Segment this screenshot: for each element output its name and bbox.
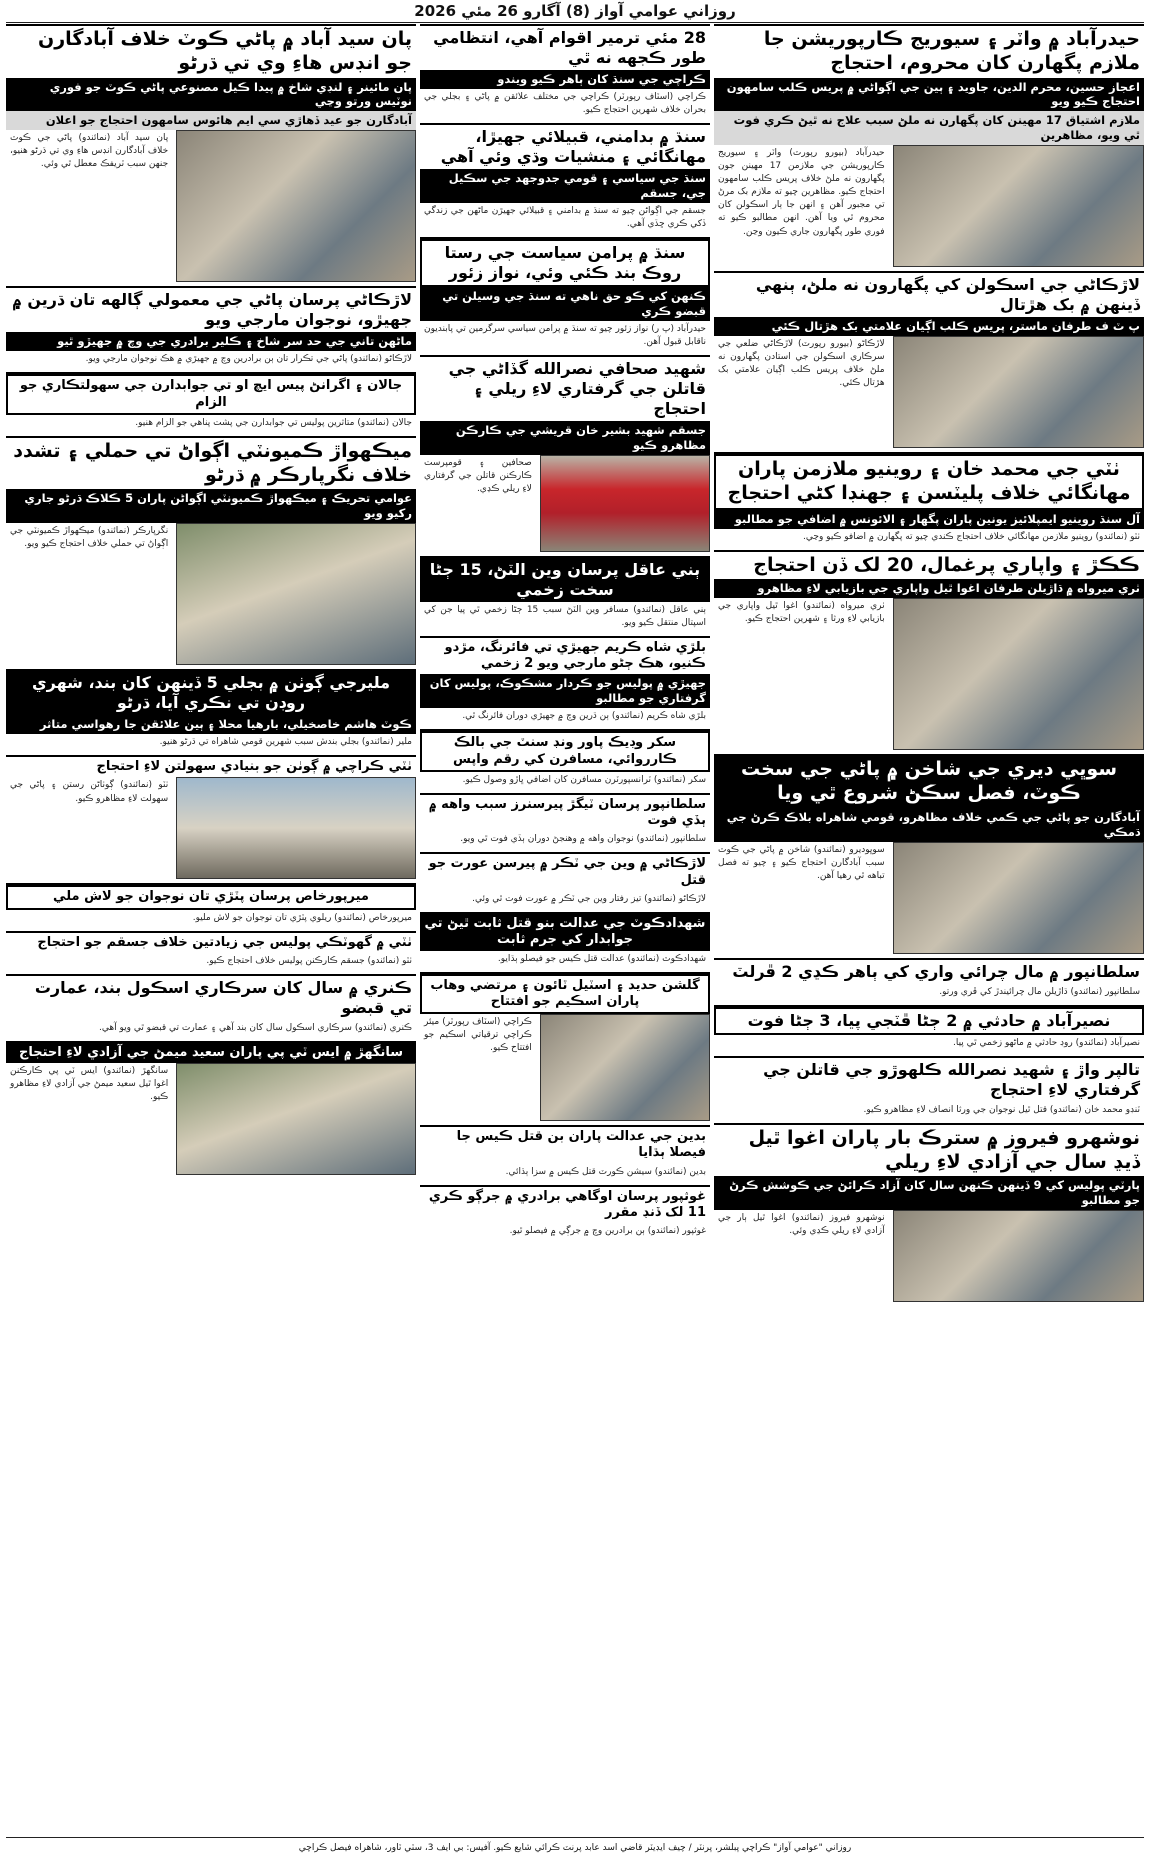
headline: سکر وڊيڪ پاور ونڊ سنٽ جي بالڪ ڪارروائي، مسافرن کي رقم واپس [420, 731, 710, 772]
article-body: نوشهرو فيروز (نمائندو) اغوا ٿيل ٻار جي آزادي لاءِ ريلي ڪڍي وئي. [718, 1213, 885, 1237]
article-body: ٻني عاقل (نمائندو) مسافر وين الٽڻ سبب 15 ڄڻا زخمي ٿي پيا جن کي اسپتال منتقل ڪيو ويو. [424, 604, 706, 628]
subheadline: ماڻهن تاني جي حد سر شاخ ۽ ڪلير برادري جي وچ ۾ جهيڙو ٿيو [6, 332, 416, 351]
news-story [420, 852, 710, 908]
subheadline: آبادگارن جو عيد ڏهاڙي سي ايم هائوس سامهون احتجاج جو اعلان [6, 111, 416, 130]
headline: سنڌ ۾ بدامني، قبيلائي جهيڙا، مهانگائي ۽ منشيات وڌي وئي آهي [440, 127, 706, 167]
column-left [6, 24, 416, 1834]
news-story [420, 972, 710, 1122]
news-story [420, 24, 710, 119]
article-body: صحافين ۽ قومپرست ڪارڪنن قاتلن جي گرفتاري لاءِ ريلي ڪڍي. [424, 457, 532, 494]
news-story [6, 931, 416, 970]
news-story [420, 355, 710, 552]
headline: غوثپور پرسان اوگاهي برادري ۾ جرڳو ڪري 11 لک ڏنڊ مقرر [428, 1188, 706, 1220]
news-story [6, 1041, 416, 1175]
subheadline: پ ٽ ف طرفان ماستر، پريس ڪلب اڳيان علامتي بک هڙتال ڪئي [714, 317, 1144, 336]
subheadline: ٺري ميرواه ۾ ڌاڙيلن طرفان اغوا ٿيل واپاري جي بازيابي لاءِ مظاهرو [714, 579, 1144, 598]
article-body: غوثپور (نمائندو) ٻن برادرين وچ ۾ جرڳي ۾ فيصلو ٿيو. [509, 1226, 706, 1237]
article-body: ڪنري (نمائندو) سرڪاري اسڪول سال کان بند آهي ۽ عمارت تي قبضو ٿي ويو آهي. [98, 1023, 412, 1034]
headline: 28 مئي ترمير اقوام آهي، انتظامي طور ڪجهه نه ٿي [433, 28, 706, 67]
article-body: سکر (نمائندو) ٽرانسپورٽرن مسافرن کان اضافي ڀاڙو وصول ڪيو. [462, 774, 706, 785]
news-story [6, 974, 416, 1037]
headline: سلطانپور ۾ مال چرائي واري کي ٻاهر ڪڍي 2 ڦرلٽ [732, 961, 1140, 981]
headline: پان سيد آباد ۾ پاڻي ڪوٽ خلاف آبادگارن جو انڊس هاءِ وي تي ڌرڻو [38, 28, 412, 74]
article-body: بلڙي شاه ڪريم (نمائندو) ٻن ڌرين وچ ۾ جهيڙي دوران فائرنگ ٿي. [462, 711, 706, 722]
article-body: لاڙڪاڻو (نمائندو) پاڻي جي تڪرار تان ٻن برادرين وچ ۾ جهيڙي ۾ هڪ نوجوان مارجي ويو. [85, 354, 412, 365]
headline: ٺٽي جي محمد خان ۽ روينيو ملازمن پاران مهانگائي خلاف پليٽسن ۽ جهنڊا کڻي احتجاج [714, 454, 1144, 510]
article-body: ملير (نمائندو) بجلي بندش سبب شهرين قومي شاهراه تي ڌرڻو هنيو. [159, 737, 412, 748]
news-story [420, 1185, 710, 1241]
article-body: ٺٽو (نمائندو) جسقم ڪارڪنن پوليس خلاف احتجاج ڪيو. [206, 956, 412, 966]
article-body: لاڙڪاڻو (نمائندو) تيز رفتار وين جي ٽڪر ۾ عورت فوت ٿي وئي. [472, 893, 706, 904]
article-body: ٺري ميرواه (نمائندو) اغوا ٿيل واپاري جي بازيابي لاءِ ورثا ۽ شهرين احتجاج ڪيو. [718, 601, 885, 625]
news-photo [176, 777, 416, 879]
subheadline: ڪراچي جي سنڌ کان ٻاهر ڪيو ويندو [420, 70, 710, 89]
news-story [714, 24, 1144, 267]
column-middle [420, 24, 710, 1834]
news-story [714, 754, 1144, 953]
headline: بلڙي شاه ڪريم جهيڙي تي فائرنگ، مڙدو ڪنيو، هڪ ڄڻو مارجي ويو 2 زخمي [444, 639, 706, 672]
headline: سانگهڙ ۾ ايس ٽي پي پاران سعيد ميمڻ جي آزادي لاءِ احتجاج [6, 1043, 416, 1063]
subheadline: ڪنهن کي ڪو حق ناهي ته سنڌ جي وسيلن تي قبضو ڪري [420, 287, 710, 321]
headline: شهدادڪوٽ جي عدالت بنو قتل ثابت ٿيڻ تي جوابدار کي جرم ثابت [420, 914, 710, 951]
article-body: سوڀوديرو (نمائندو) شاخن ۾ پاڻي جي ڪوٽ سبب آبادگارن احتجاج ڪيو ۽ چيو ته فصل تباهه ٿي رهيا آهن. [718, 844, 885, 881]
news-story [714, 271, 1144, 448]
masthead: روزاني عوامي آواز (8) آگارو 26 مئي 2026 [6, 0, 1144, 23]
headline: لاڙڪاڻي جي اسڪولن کي پگهارون نه ملڻ، ٻنهي ڏينهن ۾ بک هڙتال [755, 275, 1140, 315]
subheadline: پارٽي پوليس کي 9 ڏينهن ڪنهن سال کان آزاد ڪرائڻ جي ڪوشش ڪرڻ جو مطالبو [714, 1176, 1144, 1210]
news-story [714, 1056, 1144, 1119]
headline: جالان ۽ اگرانڻ پيس ايچ او تي جوابدارن جي سهولتڪاري جو الزام [6, 374, 416, 415]
news-story [420, 793, 710, 849]
news-story [420, 556, 710, 632]
news-photo [176, 130, 416, 282]
news-story [714, 958, 1144, 1001]
headline: نصيرآباد ۾ حادثي ۾ 2 ڄڻا ڦٽجي پيا، 3 ڄڻا فوت [714, 1007, 1144, 1035]
news-story [420, 636, 710, 725]
headline: ڪڪڙ ۽ واپاري پرغمال، 20 لک ڏن احتجاج [753, 553, 1140, 576]
article-body: سلطانپور (نمائندو) ڌاڙيلن مال چرائيندڙ کي ڦري ورتو. [939, 986, 1140, 997]
subheadline: اعجاز حسين، محرم الدين، جاويد ۽ ٻين جي اڳواڻي ۾ پريس ڪلب سامهون احتجاج ڪيو ويو [714, 78, 1144, 112]
article-body: ٺٽو (نمائندو) روينيو ملازمن مهانگائي خلاف احتجاج ڪندي چيو ته پگهارن ۾ اضافو ڪيو وڃي. [803, 531, 1140, 542]
article-body: نگرپارڪر (نمائندو) ميڪهواڙ ڪميونٽي جي اڳواڻ تي حملي خلاف احتجاج ڪيو ويو. [10, 526, 169, 550]
news-photo [540, 1014, 710, 1121]
article-body: بدين (نمائندو) سيشن ڪورٽ قتل ڪيس ۾ سزا ٻڌائي. [505, 1166, 706, 1177]
headline: حيدرآباد ۾ واٽر ۽ سيوريج ڪارپوريشن جا ملازم پگهارن کان محروم، احتجاج [763, 28, 1140, 74]
article-body: پان سيد آباد (نمائندو) پاڻي جي ڪوٽ خلاف آبادگارن انڊس هاءِ وي تي ڌرڻو هنيو، جنهن سبب ٽريفڪ معطل ٿي وئي. [10, 133, 169, 170]
news-photo [176, 523, 416, 665]
news-story [6, 436, 416, 665]
news-story [420, 1125, 710, 1181]
news-story [420, 123, 710, 233]
article-body: شهدادڪوٽ (نمائندو) عدالت قتل ڪيس جو فيصلو ٻڌايو. [497, 953, 706, 964]
news-story [420, 912, 710, 968]
article-body: ٽنڊو محمد خان (نمائندو) قتل ٿيل نوجوان جي ورثا انصاف لاءِ مظاهرو ڪيو. [863, 1104, 1140, 1115]
headline: سلطانپور پرسان ٽيگڙ پيرسنرز سبب واهه ۾ ٻڏي فوت [428, 796, 706, 829]
headline: ٻني عاقل پرسان وين الٽڻ، 15 ڄڻا سخت زخمي [420, 558, 710, 602]
news-photo [893, 145, 1144, 267]
news-story [6, 883, 416, 926]
article-body: ٺٽو (نمائندو) ڳوٺاڻن رستن ۽ پاڻي جي سهولت لاءِ مظاهرو ڪيو. [10, 780, 169, 804]
article-body: ميرپورخاص (نمائندو) ريلوي پٽڙي تان نوجوان جو لاش مليو. [192, 912, 412, 923]
headline: لاڙڪاڻي ۾ وين جي ٽڪر ۾ پيرسن عورت جو قتل [428, 856, 706, 888]
article-body: سانگهڙ (نمائندو) ايس ٽي پي ڪارڪنن اغوا ٿيل سعيد ميمڻ جي آزادي لاءِ مظاهرو ڪيو. [10, 1066, 169, 1103]
article-body: جالان (نمائندو) متاثرين پوليس تي جوابدارن جي پشت پناهي جو الزام هنيو. [135, 417, 412, 428]
subheadline: جهيڙي ۾ پوليس جو ڪردار مشڪوڪ، پوليس کان گرفتاري جو مطالبو [420, 674, 710, 708]
news-story [6, 669, 416, 751]
column-right [714, 24, 1144, 1834]
news-photo [893, 1210, 1144, 1302]
news-story [714, 550, 1144, 751]
subheadline: آل سنڌ روينيو ايمپلائيز يونين پاران پگهار ۽ الائونس ۾ اضافي جو مطالبو [714, 510, 1144, 529]
article-body: حيدرآباد (بيورو رپورٽ) واٽر ۽ سيوريج ڪارپوريشن جي ملازمن 17 مهينن جون پگهارون نه ملڻ خلاف پريس ڪلب سامهون احتجاج ڪيو. مظاهرين چيو ته ملازم بک مرڻ تي مجبور آهن ۽ انهن جا ٻار اسڪولن کان محروم ٿي ويا آهن. انهن مطالبو ڪيو ته فوري طور پگهارون جاري ڪيون وڃن. [718, 148, 885, 237]
article-body: لاڙڪاڻو (بيورو رپورٽ) لاڙڪاڻي ضلعي جي سرڪاري اسڪولن جي استادن پگهارون نه ملڻ خلاف پريس ڪلب اڳيان علامتي بک هڙتال ڪئي. [718, 339, 885, 389]
headline: بدين جي عدالت پاران بن قتل ڪيس جا فيصلا ٻڌايا [456, 1129, 706, 1161]
imprint-footer: روزاني "عوامي آواز" ڪراچي پبلشر، پرنٽر / چيف ايڊيٽر قاضي اسد عابد پرنٽ ڪرائي شايع ڪيو. آفيس: بي ايف 3، سٽي ٽاور، شاهراه فيصل ڪراچي [6, 1837, 1144, 1858]
subheadline: آبادگارن جو پاڻي جي ڪمي خلاف مظاهرو، قومي شاهراه بلاڪ ڪرڻ جي ڌمڪي [714, 808, 1144, 842]
news-story [6, 286, 416, 368]
subheadline: جسقم شهيد بشير خان قريشي جي ڪارڪن مظاهرو ڪيو [420, 421, 710, 455]
headline: سنڌ ۾ پرامن سياست جي رستا روڪ بند ڪئي وئي، نواز زئور [420, 239, 710, 287]
news-story [420, 729, 710, 789]
article-body: نصيرآباد (نمائندو) روڊ حادثي ۾ ماڻهو زخمي ٿي پيا. [952, 1037, 1140, 1048]
subheadline: سنڌ جي سياسي ۽ قومي جدوجهد جي سڪيل جي، جسقم [420, 169, 710, 203]
subheadline: ڪوٽ هاشم خاصخيلي، بارهيا محلا ۽ ٻين علائقن جا رهواسي متاثر [6, 715, 416, 734]
headline: نوشهرو فيروز ۾ سترڪ بار پاران اغوا ٿيل ڏيڍ سال جي آزادي لاءِ ريلي [748, 1126, 1140, 1173]
article-body: ڪراچي (اسٽاف رپورٽر) ميئر ڪراچي ترقياتي اسڪيم جو افتتاح ڪيو. [424, 1017, 532, 1054]
news-photo [893, 336, 1144, 448]
article-body: ڪراچي (اسٽاف رپورٽر) ڪراچي جي مختلف علائقن ۾ پاڻي ۽ بجلي جي بحران خلاف شهرين احتجاج ڪيو. [424, 91, 706, 115]
article-body: سلطانپور (نمائندو) نوجوان واهه ۾ وهنجڻ دوران ٻڏي فوت ٿي ويو. [460, 834, 706, 845]
headline: ٺٽي ڪراچي ۾ ڳوٺن جو بنيادي سهولتن لاءِ احتجاج [96, 759, 412, 775]
headline: ڪنري ۾ سال کان سرڪاري اسڪول بند، عمارت تي قبضو [34, 978, 412, 1018]
news-story [6, 24, 416, 282]
headline: لاڙڪاڻي پرسان پاڻي جي معمولي ڳالهه تان ڌرين ۾ جهيڙو، نوجوان مارجي ويو [12, 290, 412, 330]
news-photo [540, 455, 710, 552]
news-story [714, 1123, 1144, 1302]
columns [6, 24, 1144, 1834]
news-story [714, 452, 1144, 545]
headline: ٺٽي ۾ گهوٽڪي پوليس جي زيادتين خلاف جسقم جو احتجاج [37, 934, 412, 950]
headline: تالپر واڙ ۽ شهيد نصرالله ڪلهوڙو جي قاتلن جي گرفتاري لاءِ احتجاج [763, 1059, 1140, 1099]
headline: ميڪهواڙ ڪميونٽي اڳواڻ تي حملي ۽ تشدد خلاف نگرپارڪر ۾ ڌرڻو [13, 439, 412, 486]
news-story [420, 237, 710, 351]
headline: شهيد صحافي نصرالله گڏاڻي جي قاتلن جي گرفتاري لاءِ ريلي ۽ احتجاج [448, 358, 706, 418]
news-story [6, 755, 416, 879]
headline: ميرپورخاص پرسان پٽڙي تان نوجوان جو لاش ملي [6, 885, 416, 909]
article-body: حيدرآباد (پ ر) نواز زئور چيو ته سنڌ ۾ پرامن سياسي سرگرمين تي پابنديون ناقابل قبول آهن. [424, 323, 706, 347]
news-photo [893, 842, 1144, 954]
news-photo [893, 598, 1144, 750]
headline: مليرجي ڳوٺن ۾ بجلي 5 ڏينهن کان بند، شهري روڊن تي نڪري آيا، ڌرڻو [6, 671, 416, 715]
article-body: جسقم جي اڳواڻن چيو ته سنڌ ۾ بدامني ۽ قبيلائي جهيڙن ماڻهن جي زندگي ڏکي ڪري ڇڏي آهي. [424, 205, 706, 229]
subheadline: پان مائينر ۽ لنڊي شاخ ۾ پيدا ڪيل مصنوعي پاڻي ڪوٽ جو فوري نوٽيس ورتو وڃي [6, 78, 416, 112]
news-story [6, 372, 416, 432]
headline: سوڀي ديري جي شاخن ۾ پاڻي جي سخت ڪوٽ، فصل سڪڻ شروع ٿي ويا [714, 756, 1144, 808]
subheadline: عوامي تحريڪ ۽ ميڪهواڙ ڪميونٽي اڳواڻن پاران 5 ڪلاڪ ڌرڻو جاري رکيو ويو [6, 489, 416, 523]
news-story [714, 1005, 1144, 1052]
news-photo [176, 1063, 416, 1175]
headline: گلشن حديد ۽ اسٽيل ٽائون ۽ مرتضي وهاب پاران اسڪيم جو افتتاح [420, 974, 710, 1015]
subheadline: ملازم اشتياق 17 مهينن کان پگهارن نه ملڻ سبب علاج نه ٿيڻ ڪري فوت ٿي ويو، مظاهرين [714, 111, 1144, 145]
